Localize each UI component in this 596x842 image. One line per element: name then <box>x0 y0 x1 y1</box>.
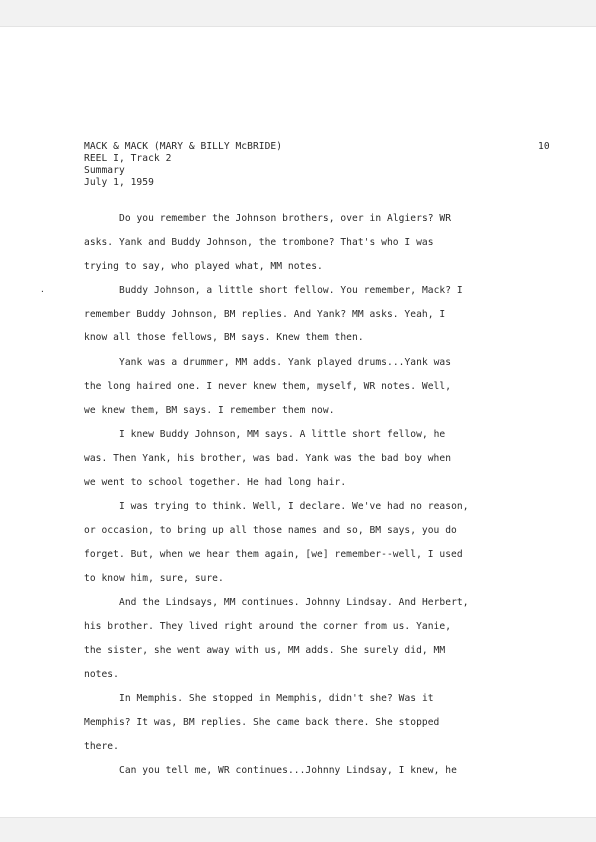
document-date: July 1, 1959 <box>84 177 154 188</box>
body-line: know all those fellows, BM says. Knew them then. <box>84 332 364 343</box>
document-title: MACK & MACK (MARY & BILLY McBRIDE) <box>84 141 283 152</box>
body-line: the sister, she went away with us, MM adds. She surely did, MM <box>84 645 446 656</box>
body-line: forget. But, when we hear them again, [we] remember--well, I used <box>84 549 463 560</box>
body-line: there. <box>84 741 119 752</box>
body-line: was. Then Yank, his brother, was bad. Yank was the bad boy when <box>84 453 452 464</box>
body-line: or occasion, to bring up all those names and so, BM says, you do <box>84 525 457 536</box>
body-line: I knew Buddy Johnson, MM says. A little short fellow, he <box>119 429 446 440</box>
body-line: Buddy Johnson, a little short fellow. You remember, Mack? I <box>119 285 463 296</box>
body-line: remember Buddy Johnson, BM replies. And Yank? MM asks. Yeah, I <box>84 309 446 320</box>
body-line: his brother. They lived right around the corner from us. Yanie, <box>84 621 452 632</box>
body-line: to know him, sure, sure. <box>84 573 224 584</box>
body-line: trying to say, who played what, MM notes. <box>84 261 323 272</box>
body-line: Can you tell me, WR continues...Johnny Lindsay, I knew, he <box>119 765 457 776</box>
body-line: notes. <box>84 669 119 680</box>
body-line: the long haired one. I never knew them, myself, WR notes. Well, <box>84 381 452 392</box>
body-line: Do you remember the Johnson brothers, over in Algiers? WR <box>119 213 452 224</box>
document-page <box>0 26 596 818</box>
body-line: Yank was a drummer, MM adds. Yank played drums...Yank was <box>119 357 452 368</box>
body-line: I was trying to think. Well, I declare. We've had no reason, <box>119 501 469 512</box>
body-line: asks. Yank and Buddy Johnson, the trombone? That's who I was <box>84 237 434 248</box>
reel-label: REEL I, Track 2 <box>84 153 172 164</box>
body-line: Memphis? It was, BM replies. She came back there. She stopped <box>84 717 440 728</box>
body-line: we went to school together. He had long hair. <box>84 477 347 488</box>
body-line: And the Lindsays, MM continues. Johnny Lindsay. And Herbert, <box>119 597 469 608</box>
page-number: 10 <box>538 141 550 152</box>
body-line: In Memphis. She stopped in Memphis, didn't she? Was it <box>119 693 434 704</box>
document-type: Summary <box>84 165 125 176</box>
body-line: we knew them, BM says. I remember them now. <box>84 405 335 416</box>
margin-mark: . <box>40 285 45 294</box>
